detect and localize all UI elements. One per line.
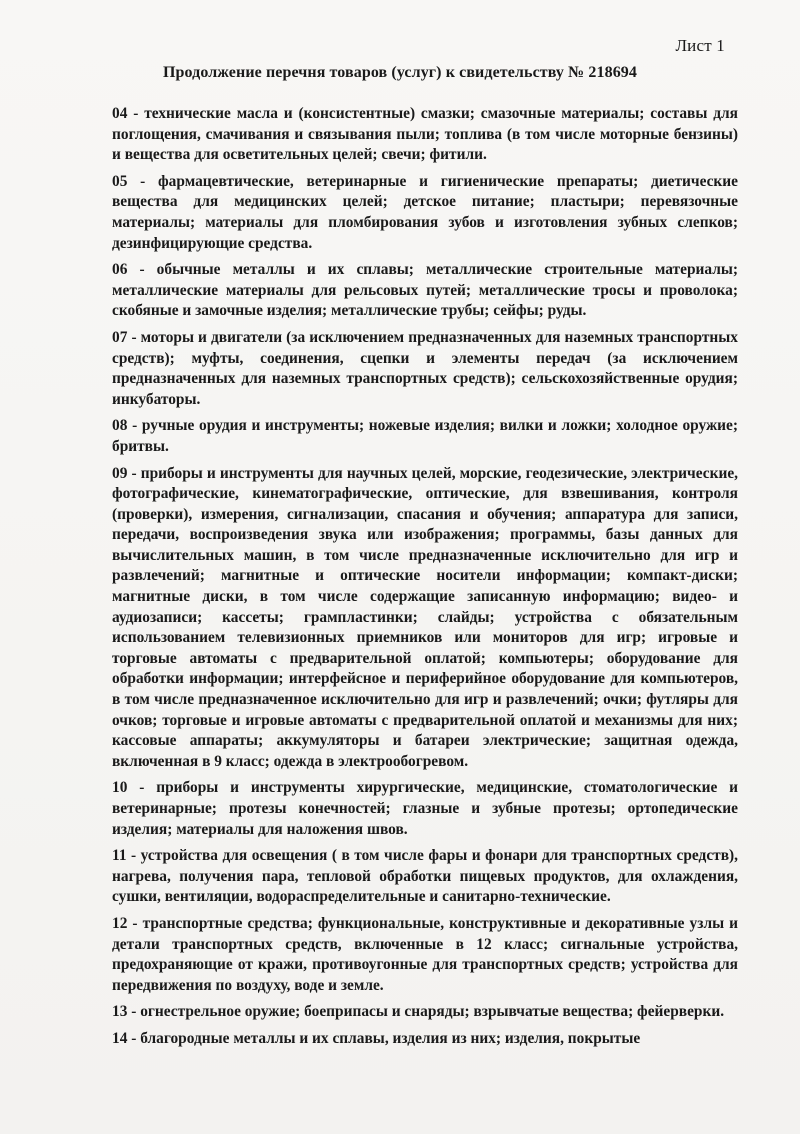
- class-12-paragraph: 12 - транспортные средства; функциональные, конструктивные и декоративные узлы и детали транспортных средств, включенные в 12 класс; сигнальные устройства, предохраняющие от кражи, противоугонные для транспортных средств; устройства для передвижения по воздуху, воде и земле.: [112, 914, 738, 994]
- class-05-paragraph: 05 - фармацевтические, ветеринарные и гигиенические препараты; диетические вещества для медицинских целей; детское питание; пластыри; перевязочные материалы; материалы для пломбирования зубов и изготовления зубных слепков; дезинфицирующие средства.: [112, 172, 738, 252]
- class-11-paragraph: 11 - устройства для освещения ( в том числе фары и фонари для транспортных средств), нагрева, получения пара, тепловой обработки пищевых продуктов, для охлаждения, сушки, вентиляции, водораспределительные и санитарно-технические.: [112, 847, 738, 906]
- class-13-paragraph: 13 - огнестрельное оружие; боеприпасы и снаряды; взрывчатые вещества; фейерверки.: [112, 1003, 725, 1021]
- sheet-number: Лист 1: [675, 36, 725, 55]
- class-10-paragraph: 10 - приборы и инструменты хирургические, медицинские, стоматологические и ветеринарные; протезы конечностей; глазные и зубные протезы; ортопедические изделия; материалы для наложения швов.: [112, 779, 738, 838]
- class-14-paragraph: 14 - благородные металлы и их сплавы, изделия из них; изделия, покрытые: [112, 1029, 641, 1047]
- class-08-paragraph: 08 - ручные орудия и инструменты; ножевые изделия; вилки и ложки; холодное оружие; бритвы.: [112, 417, 738, 455]
- class-06-paragraph: 06 - обычные металлы и их сплавы; металлические строительные материалы; металлические материалы для рельсовых путей; металлические тросы и проволока; скобяные и замочные изделия; металлические трубы; сейфы; руды.: [112, 261, 738, 320]
- class-04-paragraph: 04 - технические масла и (консистентные) смазки; смазочные материалы; составы для поглощения, смачивания и связывания пыли; топлива (в том числе моторные бензины) и вещества для осветительных целей; свечи; фитили.: [112, 105, 738, 164]
- goods-services-list: [112, 104, 738, 1056]
- document-title: Продолжение перечня товаров (услуг) к свидетельству № 218694: [162, 64, 638, 81]
- class-09-paragraph: 09 - приборы и инструменты для научных целей, морские, геодезические, электрические, фотографические, кинематографические, оптические, для взвешивания, контроля (проверки), измерения, сигнализации, спасания и обучения; аппаратура для записи, передачи, воспроизведения звука или изображения; программы, базы данных для вычислительных машин, в том числе предназначенные исключительно для игр и развлечений; магнитные и оптические носители информации; компакт-диски; магнитные диски, в том числе содержащие записанную информацию; видео- и аудиозаписи; кассеты; грампластинки; слайды; устройства с обязательным использованием телевизионных приемников или мониторов для игр; игровые и торговые автоматы с предварительной оплатой; компьютеры; оборудование для обработки информации; интерфейсное и периферийное оборудование для компьютеров, в том числе предназначенное исключительно для игр и развлечений; очки; футляры для очков; торговые и игровые автоматы с предварительной оплатой и механизмы для них; кассовые аппараты; аккумуляторы и батареи электрические; защитная одежда, включенная в 9 класс; одежда в электрообогревом.: [112, 464, 738, 770]
- class-07-paragraph: 07 - моторы и двигатели (за исключением предназначенных для наземных транспортных средств); муфты, соединения, сцепки и элементы передач (за исключением предназначенных для наземных транспортных средств); сельскохозяйственные орудия; инкубаторы.: [112, 328, 738, 408]
